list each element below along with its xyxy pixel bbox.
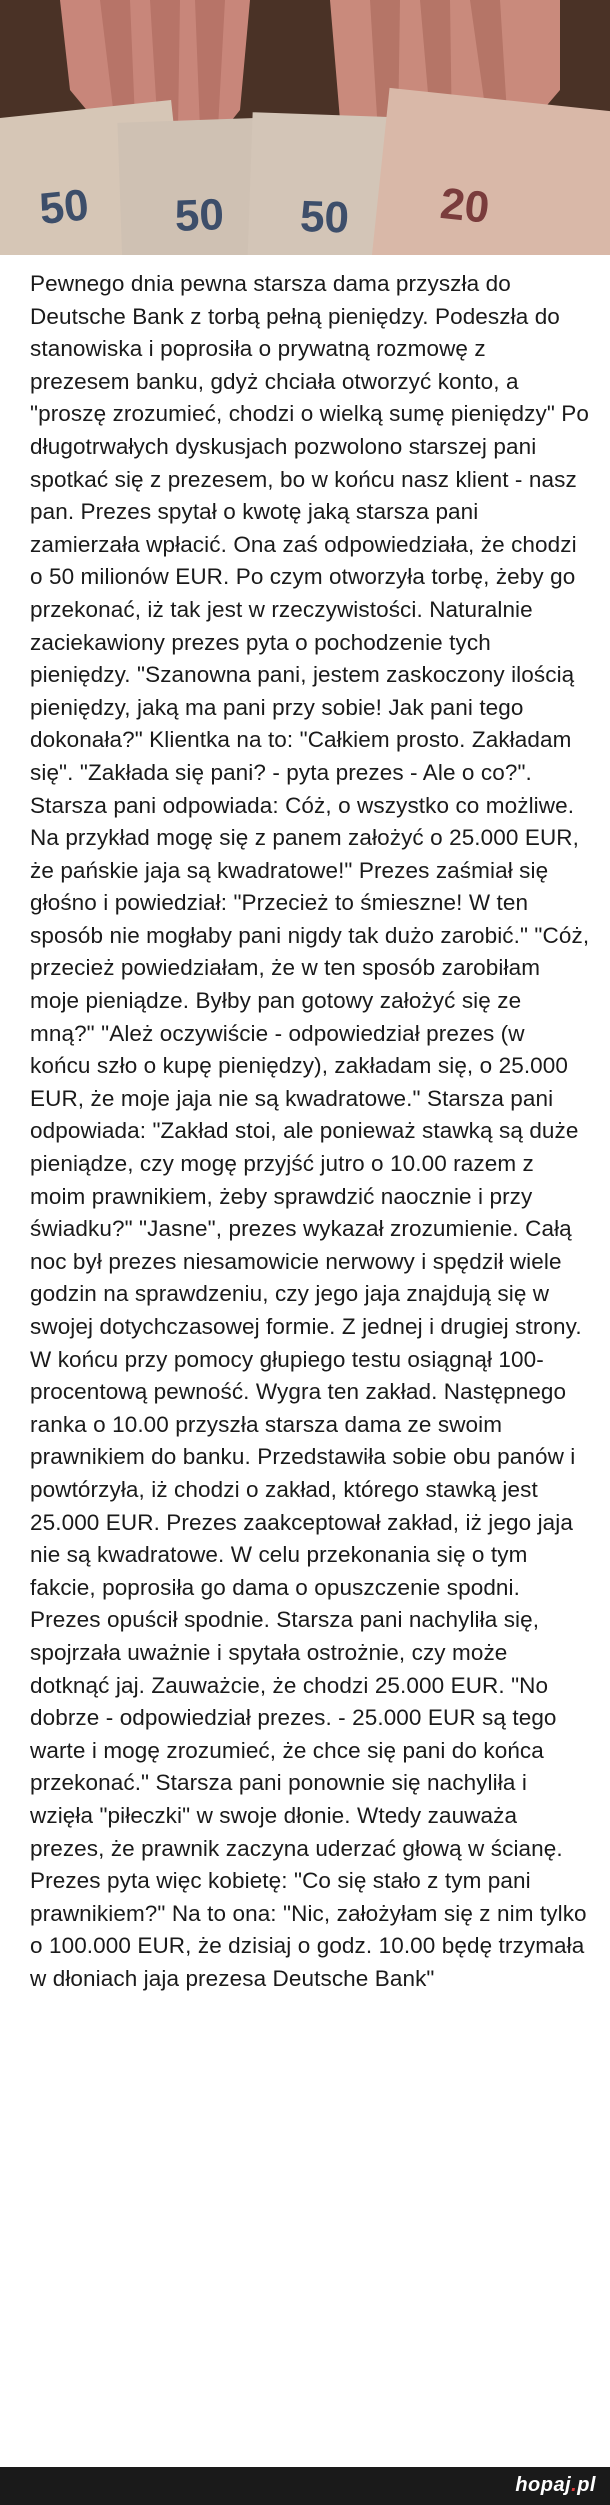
banknote-value: 50 — [174, 190, 225, 241]
banknote-value: 50 — [37, 180, 91, 235]
site-logo[interactable] — [515, 2474, 596, 2497]
banknote-value: 20 — [437, 178, 492, 233]
footer-bar — [0, 2467, 610, 2505]
money-hands-photo — [0, 0, 610, 255]
logo-main: hopaj — [515, 2474, 572, 2496]
logo-dot: . — [571, 2474, 578, 2496]
banknote-value: 50 — [299, 191, 350, 243]
money-hands-illustration — [0, 0, 610, 255]
joke-text — [30, 268, 590, 1995]
story-paragraph: Pewnego dnia pewna starsza dama przyszła do Deutsche Bank z torbą pełną pieniędzy. Podeszła do stanowiska i poprosiła o prywatną rozmowę z prezesem banku, gdyż chciała otworzyć konto, a "proszę zrozumieć, chodzi o wielką sumę pieniędzy" Po długotrwałych dyskusjach pozwolono starszej pani spotkać się z prezesem, bo w końcu nasz klient - nasz pan. Prezes spytał o kwotę jaką starsza pani zamierzała wpłacić. Ona zaś odpowiedziała, że chodzi o 50 milionów EUR. Po czym otworzyła torbę, żeby go przekonać, iż tak jest w rzeczywistości. Naturalnie zaciekawiony prezes pyta o pochodzenie tych pieniędzy. "Szanowna pani, jestem zaskoczony ilością pieniędzy, jaką ma pani przy sobie! Jak pani tego dokonała?" Klientka na to: "Całkiem prosto. Zakładam się". "Zakłada się pani? - pyta prezes - Ale o co?". Starsza pani odpowiada: Cóż, o wszystko co możliwe. Na przykład mogę się z panem założyć o 25.000 EUR, że pańskie jaja są kwadratowe!" Prezes zaśmiał się głośno i powiedział: "Przecież to śmieszne! W ten sposób nie mogłaby pani nigdy tak dużo zarobić." "Cóż, przecież powiedziałam, że w ten sposób zarobiłam moje pieniądze. Byłby pan gotowy założyć się ze mną?" "Ależ oczywiście - odpowiedział prezes (w końcu szło o kupę pieniędzy), zakładam się, o 25.000 EUR, że moje jaja nie są kwadratowe." Starsza pani odpowiada: "Zakład stoi, ale ponieważ stawką są duże pieniądze, czy mogę przyjść jutro o 10.00 razem z moim prawnikiem, żeby sprawdzić naocznie i przy świadku?" "Jasne", prezes wykazał zrozumienie. Całą noc był prezes niesamowicie nerwowy i spędził wiele godzin na sprawdzeniu, czy jego jaja znajdują się w swojej dotychczasowej formie. Z jednej i drugiej strony. W końcu przy pomocy głupiego testu osiągnął 100-procentową pewność. Wygra ten zakład. Następnego ranka o 10.00 przyszła starsza dama ze swoim prawnikiem do banku. Przedstawiła sobie obu panów i powtórzyła, iż chodzi o zakład, którego stawką jest 25.000 EUR. Prezes zaakceptował zakład, iż jego jaja nie są kwadratowe. W celu przekonania się o tym fakcie, poprosiła go dama o opuszczenie spodni. Prezes opuścił spodnie. Starsza pani nachyliła się, spojrzała uważnie i spytała ostrożnie, czy może dotknąć jaj. Zauważcie, że chodzi 25.000 EUR. "No dobrze - odpowiedział prezes. - 25.000 EUR są tego warte i mogę zrozumieć, że chce się pani do końca przekonać." Starsza pani ponownie się nachyliła i wzięła "piłeczki" w swoje dłonie. Wtedy zauważa prezes, że prawnik zaczyna uderzać głową w ścianę. Prezes pyta więc kobietę: "Co się stało z tym pani prawnikiem?" Na to ona: "Nic, założyłam się z nim tylko o 100.000 EUR, że dzisiaj o godz. 10.00 będę trzymała w dłoniach jaja prezesa Deutsche Bank" — [30, 271, 590, 1991]
logo-tld: pl — [577, 2474, 596, 2496]
